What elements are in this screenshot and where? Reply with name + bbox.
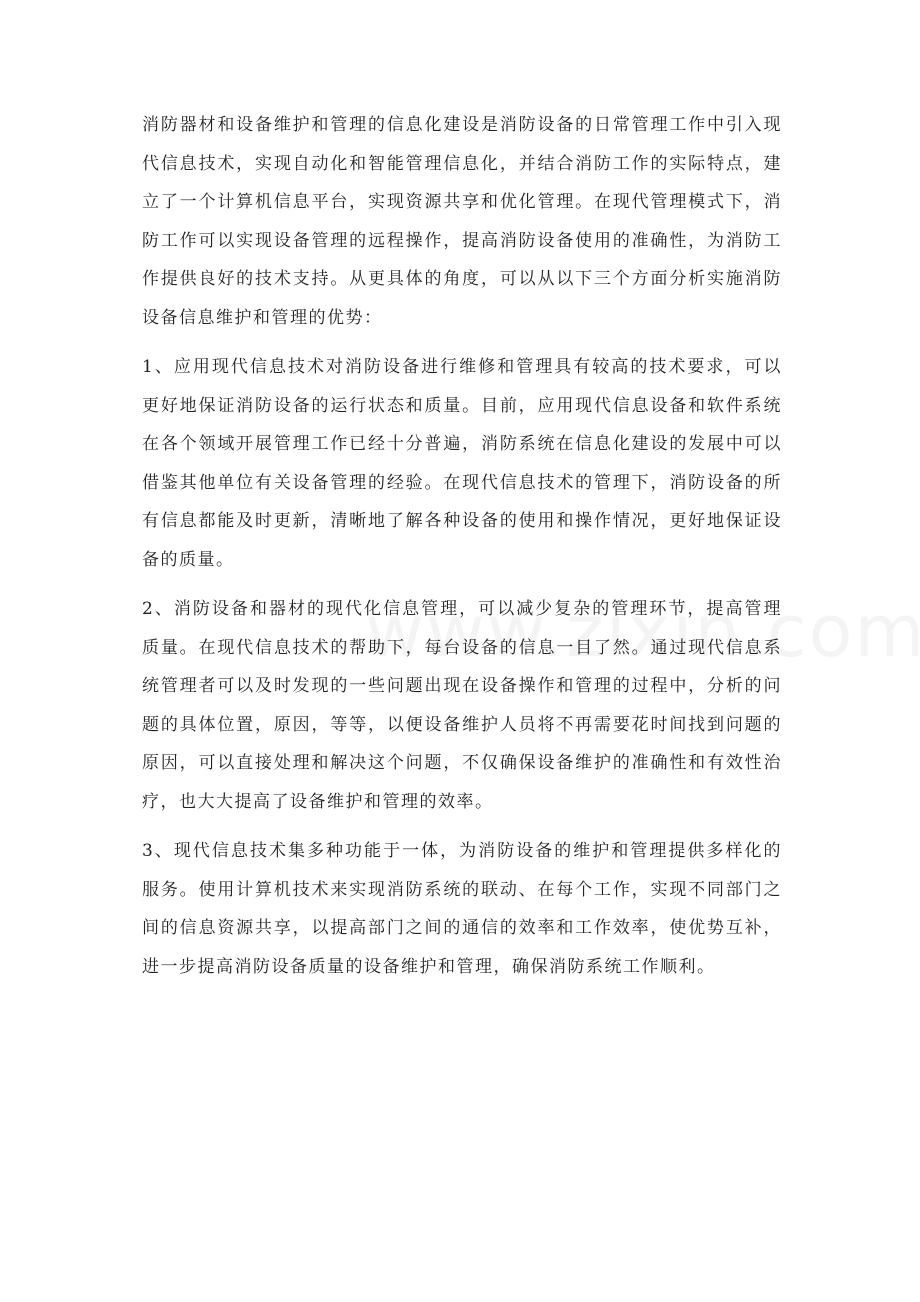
paragraph-point-2: 2、消防设备和器材的现代化信息管理，可以减少复杂的管理环节，提高管理质量。在现代信息技术的帮助下，每台设备的信息一目了然。通过现代信息系统管理者可以及时发现的一些问题出现在设备操作和管理的过程中，分析的问题的具体位置，原因，等等，以便设备维护人员将不再需要花时间找到问题的原因，可以直接处理和解决这个问题，不仅确保设备维护的准确性和有效性治疗，也大大提高了设备维护和管理的效率。 xyxy=(142,599,782,812)
paragraph-intro: 消防器材和设备维护和管理的信息化建设是消防设备的日常管理工作中引入现代信息技术，实现自动化和智能管理信息化，并结合消防工作的实际特点，建立了一个计算机信息平台，实现资源共享和优化管理。在现代管理模式下，消防工作可以实现设备管理的远程操作，提高消防设备使用的准确性，为消防工作提供良好的技术支持。从更具体的角度，可以从以下三个方面分析实施消防设备信息维护和管理的优势： xyxy=(142,115,782,328)
paragraph-point-1: 1、应用现代信息技术对消防设备进行维修和管理具有较高的技术要求，可以更好地保证消防设备的运行状态和质量。目前，应用现代信息设备和软件系统在各个领域开展管理工作已经十分普遍，消防系统在信息化建设的发展中可以借鉴其他单位有关设备管理的经验。在现代信息技术的管理下，消防设备的所有信息都能及时更新，清晰地了解各种设备的使用和操作情况，更好地保证设备的质量。 xyxy=(142,357,782,570)
paragraph-point-3: 3、现代信息技术集多种功能于一体，为消防设备的维护和管理提供多样化的服务。使用计算机技术来实现消防系统的联动、在每个工作，实现不同部门之间的信息资源共享，以提高部门之间的通信的效率和工作效率，使优势互补，进一步提高消防设备质量的设备维护和管理，确保消防系统工作顺利。 xyxy=(142,841,782,977)
document-body xyxy=(142,106,782,997)
